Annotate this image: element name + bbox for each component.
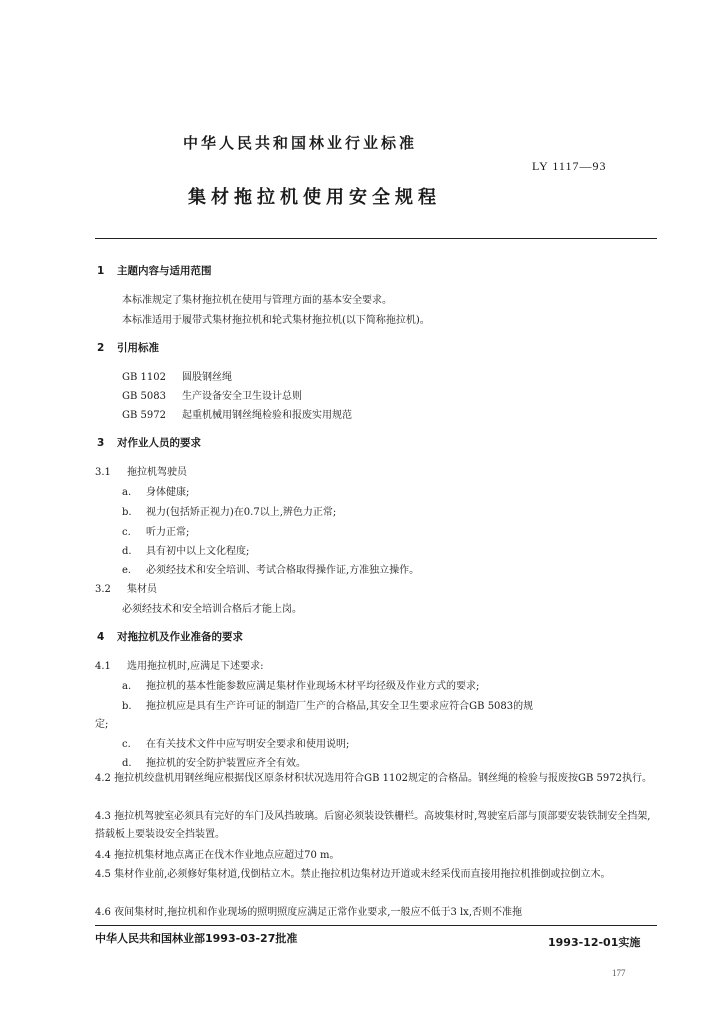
reference-code: GB 1102 [122, 372, 166, 383]
reference-name: 圆股钢丝绳 [182, 372, 232, 383]
subsection-3-1 [95, 463, 187, 478]
standard-number: LY 1117—93 [532, 159, 607, 173]
reference-item [122, 387, 302, 402]
list-item: b. 拖拉机应是具有生产许可证的制造厂生产的合格品,其安全卫生要求应符合GB 5083的规 [122, 701, 534, 712]
header-divider [95, 238, 657, 239]
subsection-number: 3.2 [95, 584, 111, 595]
list-item: c. 听力正常; [122, 527, 190, 538]
section-number: 4 [97, 631, 105, 643]
reference-code: GB 5083 [122, 391, 166, 402]
clause-4-3: 4.3 拖拉机驾驶室必须具有完好的车门及风挡玻璃。后窗必须装设铁栅栏。高坡集材时,驾驶室后部与顶部要安装铁制安全挡架,搭载板上要装设安全挡装置。 [95, 811, 651, 840]
reference-item [122, 406, 352, 421]
section-title: 对作业人员的要求 [117, 437, 201, 449]
document-title: 集材拖拉机使用安全规程 [188, 187, 441, 208]
clause-4-6: 4.6 夜间集材时,拖拉机和作业现场的照明照度应满足正常作业要求,一般应不低于3 lx,否则不准拖 [95, 907, 522, 918]
subsection-number: 3.1 [95, 467, 111, 478]
paragraph: 本标准规定了集材拖拉机在使用与管理方面的基本安全要求。 [122, 295, 392, 306]
clause-4-2: 4.2 拖拉机绞盘机用钢丝绳应根据伐区原条材积状况选用符合GB 1102规定的合格品。钢丝绳的检验与报废按GB 5972执行。 [95, 773, 653, 784]
section-number: 3 [97, 437, 105, 449]
page-number: 177 [612, 968, 626, 978]
section-number: 2 [97, 342, 105, 354]
paragraph: 本标准适用于履带式集材拖拉机和轮式集材拖拉机(以下简称拖拉机)。 [122, 315, 430, 326]
subsection-text: 选用拖拉机时,应满足下述要求: [127, 661, 264, 672]
reference-item [122, 368, 232, 383]
subsection-3-2 [95, 580, 157, 595]
list-item: b. 视力(包括矫正视力)在0.7以上,辨色力正常; [122, 507, 337, 518]
approval-line: 中华人民共和国林业部1993-03-27批准 [95, 932, 298, 945]
effective-date: 1993-12-01实施 [548, 936, 641, 949]
section-title: 对拖拉机及作业准备的要求 [117, 631, 243, 643]
paragraph: 必须经技术和安全培训合格后才能上岗。 [122, 604, 302, 615]
subsection-title: 集材员 [127, 584, 157, 595]
subsection-title: 拖拉机驾驶员 [127, 467, 187, 478]
footer-divider [95, 925, 657, 926]
list-item: d. 具有初中以上文化程度; [122, 546, 250, 557]
section-1-heading [97, 263, 212, 278]
section-2-heading [97, 340, 159, 355]
standard-series-title: 中华人民共和国林业行业标准 [183, 134, 418, 152]
section-title: 主题内容与适用范围 [117, 265, 212, 277]
subsection-4-1 [95, 657, 264, 672]
section-number: 1 [97, 265, 105, 277]
section-3-heading [97, 435, 201, 450]
list-item: a. 身体健康; [122, 487, 190, 498]
list-item: d. 拖拉机的安全防护装置应齐全有效。 [122, 758, 306, 769]
list-item-continuation: 定; [95, 719, 109, 730]
clause-4-4: 4.4 拖拉机集材地点离正在伐木作业地点应超过70 m。 [95, 850, 340, 861]
section-4-heading [97, 629, 243, 644]
reference-code: GB 5972 [122, 410, 166, 421]
clause-4-5: 4.5 集材作业前,必须修好集材道,伐倒枯立木。禁止拖拉机边集材边开道或未经采伐而直接用拖拉机推倒或拉倒立木。 [95, 869, 611, 880]
list-item: e. 必须经技术和安全培训、考试合格取得操作证,方准独立操作。 [122, 565, 420, 576]
list-item: c. 在有关技术文件中应写明安全要求和使用说明; [122, 739, 350, 750]
reference-name: 生产设备安全卫生设计总则 [182, 391, 302, 402]
section-title: 引用标准 [117, 342, 159, 354]
list-item: a. 拖拉机的基本性能参数应满足集材作业现场木材平均径级及作业方式的要求; [122, 681, 480, 692]
subsection-number: 4.1 [95, 661, 111, 672]
reference-name: 起重机械用钢丝绳检验和报废实用规范 [182, 410, 352, 421]
